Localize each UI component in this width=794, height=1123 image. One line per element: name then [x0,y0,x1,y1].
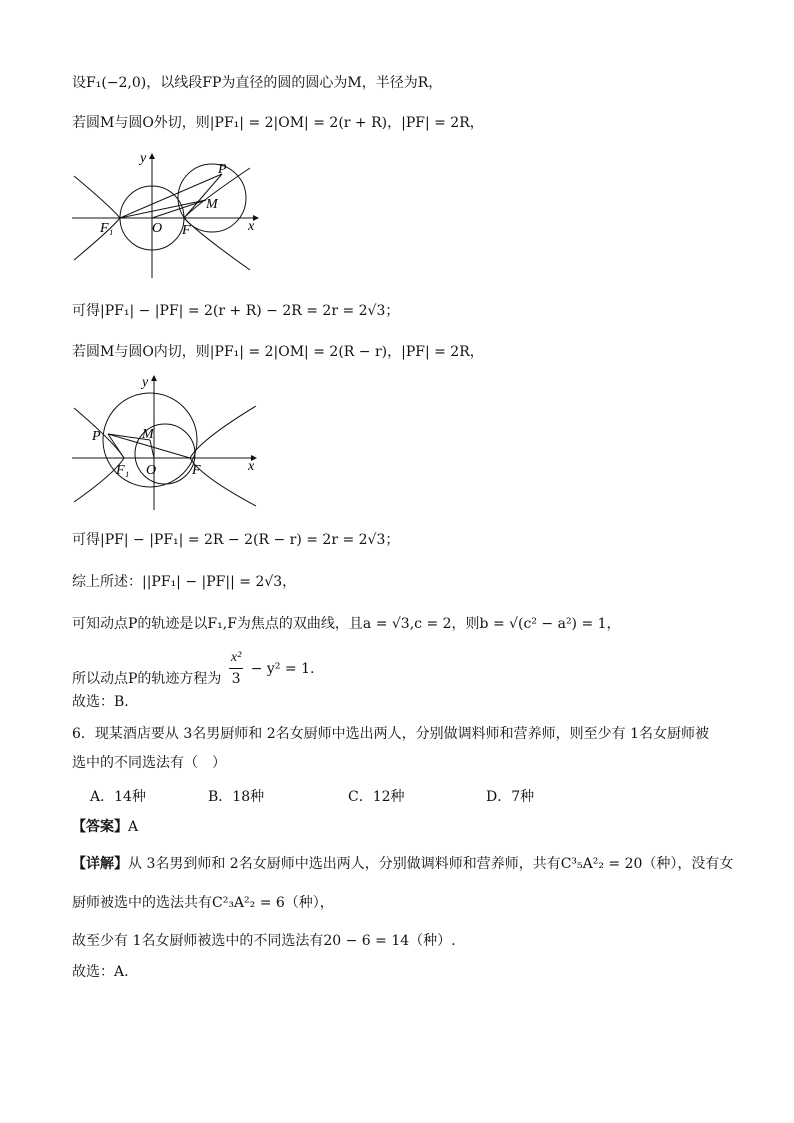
text-line-5: 可得|PF| − |PF₁| = 2R − 2(R − r) = 2r = 2√3； [72,532,400,548]
figure-internal-tangent [70,370,270,512]
fig2-f-label: F [192,463,201,478]
hyperbola-right [184,168,250,270]
fig1-p-label: P [218,162,227,177]
fig2-p-label: P [92,429,101,444]
fig1-f-label: F [182,223,191,238]
option-d: D．7种 [486,789,535,805]
fraction-denominator: 3 [231,671,241,687]
fig2-x-label: x [248,459,255,474]
answer-value: A [128,819,139,835]
detail-line-1 [72,854,733,874]
text-line-2: 若圆M与圆O外切，则|PF₁| = 2|OM| = 2(r + R)，|PF| = 2R， [72,115,484,131]
fig2-m-label: M [142,427,154,442]
fraction-numerator: x² [229,648,243,669]
detail-text-1: 从 3名男到师和 2名女厨师中选出两人，分别做调料师和营养师，共有C³₅A²₂ = 20（种），没有女 [128,856,734,872]
equation-suffix: − y² = 1. [250,660,315,677]
fig2-y-label: y [142,375,149,390]
equation-prefix: 所以动点P的轨迹方程为 [72,670,222,687]
fig1-x-label: x [248,219,255,234]
answer-tag: 【答案】 [72,819,128,835]
fig2-f1-label: F₁ [116,463,130,478]
text-line-4: 若圆M与圆O内切，则|PF₁| = 2|OM| = 2(R − r)，|PF| = 2R， [72,344,484,360]
fig1-y-label: y [140,151,147,166]
text-line-8 [72,648,314,688]
text-line-3: 可得|PF₁| − |PF| = 2(r + R) − 2R = 2r = 2√3； [72,303,400,319]
hyperbola-left [74,408,124,502]
fig1-m-label: M [206,197,218,212]
question-6-line-1: 6．现某酒店要从 3名男厨师和 2名女厨师中选出两人，分别做调料师和营养师，则至少有 1名女厨师被 [72,726,709,742]
text-line-6: 综上所述：||PF₁| − |PF|| = 2√3， [72,574,297,590]
text-line-7: 可知动点P的轨迹是以F₁,F为焦点的双曲线，且a = √3,c = 2，则b = √(c² − a²) = 1， [72,616,621,632]
fig1-f1-label: F₁ [100,221,114,236]
detail-tag: 【详解】 [72,856,128,872]
fig1-o-label: O [152,221,163,236]
figure-external-tangent [70,148,270,280]
detail-line-4: 故选：A. [72,964,129,980]
text-line-9: 故选：B. [72,694,129,710]
question-6-line-2: 选中的不同选法有（ ） [72,755,226,771]
option-c: C．12种 [348,789,405,805]
option-b: B．18种 [208,789,265,805]
detail-line-2: 厨师被选中的选法共有C²₃A²₂ = 6（种）， [72,895,334,911]
detail-line-3: 故至少有 1名女厨师被选中的不同选法有20 − 6 = 14（种）. [72,933,456,949]
answer-line [72,817,138,837]
fig2-o-label: O [146,463,157,478]
option-a: A．14种 [90,789,146,805]
hyperbola-right [190,406,256,506]
fraction [229,648,243,689]
text-line-1: 设F₁(−2,0)，以线段FP为直径的圆的圆心为M，半径为R， [72,75,443,91]
